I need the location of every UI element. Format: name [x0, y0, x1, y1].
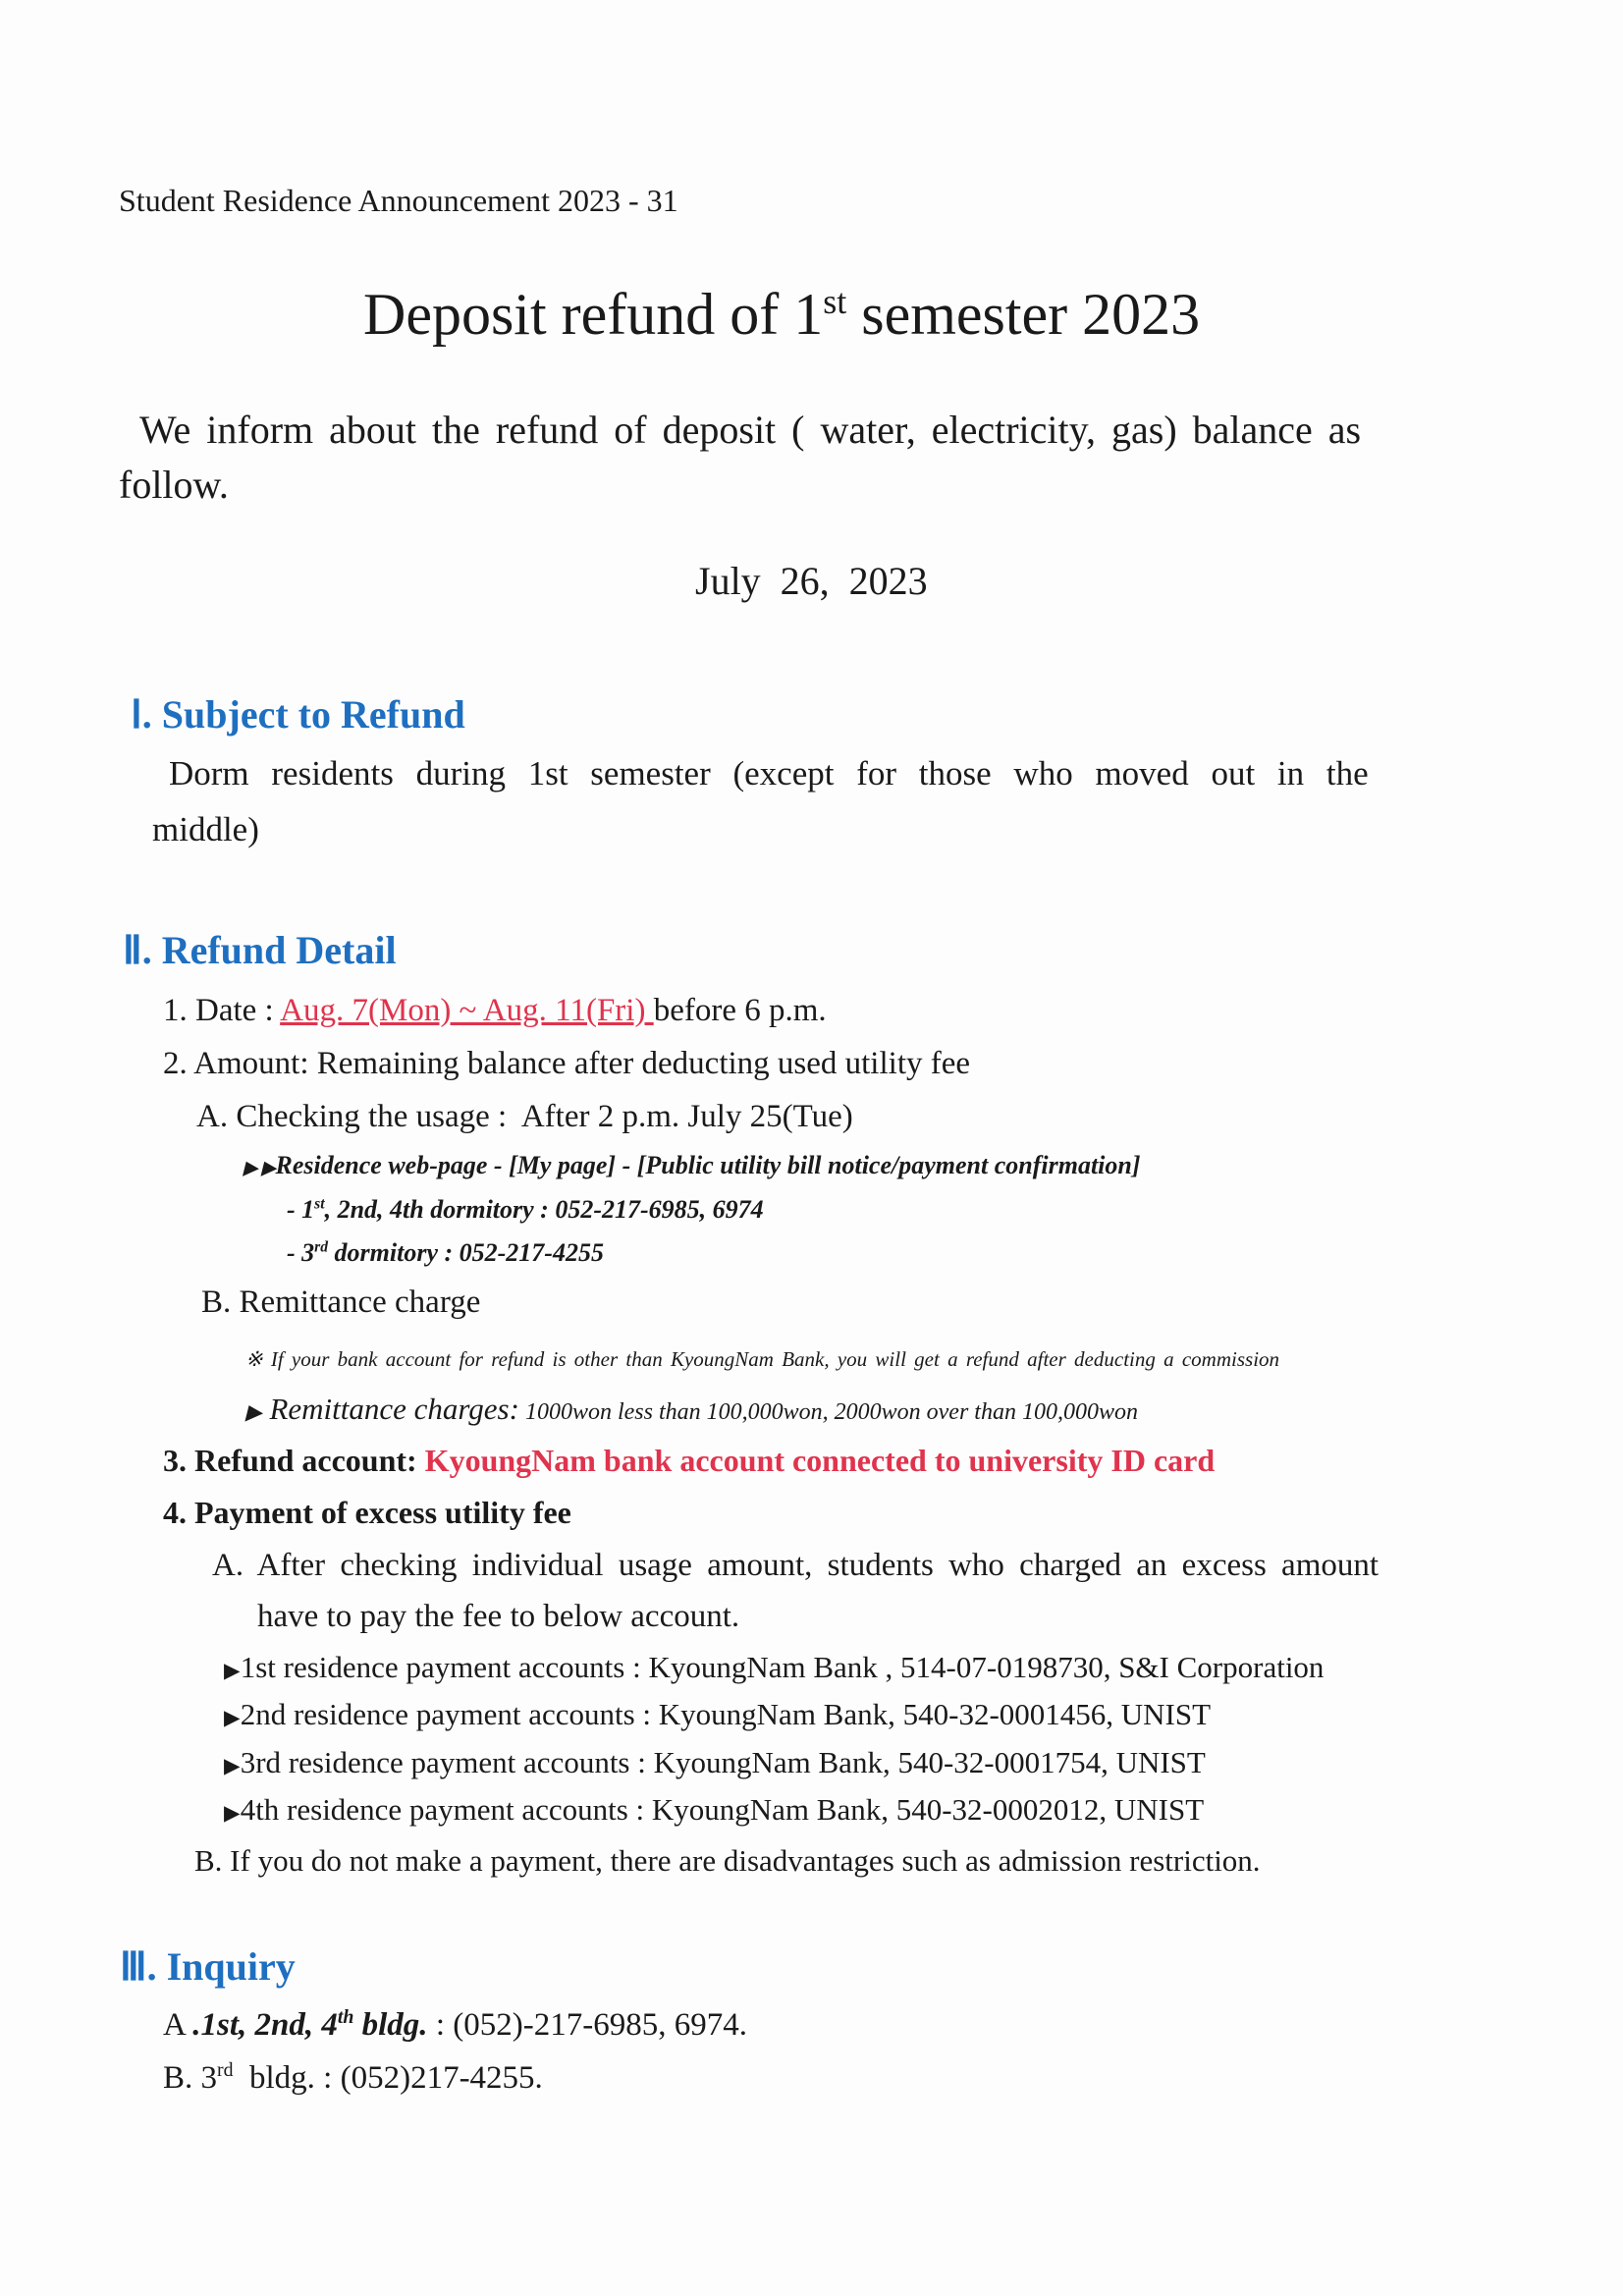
arrow-icon: ▶ [245, 1400, 262, 1424]
dorm-3-post: dormitory : 052-217-4255 [328, 1238, 604, 1267]
commission-note [245, 1349, 1279, 1370]
dorm-124-post: , 2nd, 4th dormitory : 052-217-6985, 6974 [324, 1195, 764, 1224]
section-2-title: Refund Detail [161, 928, 397, 972]
remittance-charges-line [245, 1394, 1138, 1424]
inquiry-b-sup: rd [217, 2059, 234, 2081]
section-3-numeral: Ⅲ. [120, 1944, 157, 1989]
remittance-charges-value: 1000won less than 100,000won, 2000won over than 100,000won [518, 1399, 1138, 1425]
refund-date-range: Aug. 7(Mon) ~ Aug. 11(Fri) [280, 993, 654, 1028]
payment-disadvantage-note: B. If you do not make a payment, there are disadvantages such as admission restriction. [194, 1843, 1261, 1878]
arrow-icon: ▶ [224, 1659, 241, 1682]
refund-date-label: 1. Date : [163, 993, 281, 1028]
section-2-numeral: Ⅱ. [123, 928, 152, 972]
excess-fee-a-line-2: have to pay the fee to below account. [257, 1599, 740, 1634]
dorm-124-pre: - 1 [287, 1195, 315, 1224]
inquiry-a-prefix: A [163, 2007, 193, 2043]
commission-note-text: If your bank account for refund is other than KyoungNam Bank, you will get a refund after deducting a commission [270, 1347, 1280, 1371]
excess-fee-a-line-1: A. After checking individual usage amount, students who charged an excess amount [212, 1548, 1380, 1583]
refund-date-item [163, 995, 827, 1027]
remittance-charges-label: Remittance charges: [269, 1392, 519, 1426]
arrow-icon: ▶ [224, 1801, 241, 1825]
arrow-icon: ▶ [224, 1706, 241, 1729]
inquiry-a-bldg-label: bldg. [353, 2007, 428, 2043]
title-pre: Deposit refund of 1 [363, 282, 824, 347]
announcement-number: Student Residence Announcement 2023 - 31 [119, 183, 678, 218]
inquiry-b-prefix: B. 3 [163, 2060, 218, 2096]
section-1-numeral: Ⅰ. [131, 692, 152, 737]
refund-account-value: KyoungNam bank account connected to university ID card [424, 1443, 1216, 1478]
dormitory-124-phone [287, 1197, 764, 1223]
usage-path-line [243, 1153, 1141, 1178]
inquiry-a [163, 2006, 747, 2043]
amount-item: 2. Amount: Remaining balance after deducting used utility fee [163, 1046, 971, 1081]
section-3-heading [120, 1944, 296, 1989]
dorm-3-sup: rd [314, 1238, 329, 1256]
account-4th-residence [224, 1794, 1204, 1825]
intro-line-2: follow. [119, 463, 229, 507]
excess-fee-item: 4. Payment of excess utility fee [163, 1495, 571, 1530]
inquiry-a-sup: th [337, 2006, 354, 2028]
section-1-body-line-2: middle) [152, 810, 259, 848]
refund-account-item [163, 1445, 1215, 1476]
section-1-title: Subject to Refund [161, 692, 465, 737]
account-text: 3rd residence payment accounts : KyoungNam Bank, 540-32-0001754, UNIST [240, 1745, 1206, 1779]
checking-usage-item: A. Checking the usage : After 2 p.m. July 25(Tue) [196, 1099, 853, 1134]
note-mark-icon: ※ [245, 1347, 263, 1371]
refund-account-label: 3. Refund account: [163, 1443, 425, 1478]
account-text: 2nd residence payment accounts : KyoungNam Bank, 540-32-0001456, UNIST [240, 1697, 1212, 1731]
account-1st-residence [224, 1652, 1324, 1682]
inquiry-a-bldgs: .1st, 2nd, 4 [192, 2007, 338, 2043]
account-text: 1st residence payment accounts : KyoungNam Bank , 514-07-0198730, S&I Corporation [240, 1650, 1325, 1684]
account-text: 4th residence payment accounts : KyoungNam Bank, 540-32-0002012, UNIST [240, 1792, 1205, 1827]
arrow-icon: ▶ ▶ [243, 1158, 276, 1177]
dorm-124-sup: st [314, 1195, 325, 1213]
page-title [363, 282, 1201, 347]
title-sup: st [823, 282, 847, 321]
section-1-heading [131, 692, 465, 737]
title-post: semester 2023 [846, 282, 1201, 347]
inquiry-a-phone: : (052)-217-6985, 6974. [427, 2007, 747, 2043]
section-2-heading [123, 928, 397, 972]
section-1-body-line-1: Dorm residents during 1st semester (except for those who moved out in the [169, 754, 1369, 793]
arrow-icon: ▶ [224, 1754, 241, 1777]
section-3-title: Inquiry [166, 1944, 296, 1989]
inquiry-b-phone: bldg. : (052)217-4255. [233, 2060, 543, 2096]
dorm-3-pre: - 3 [287, 1238, 315, 1267]
dormitory-3-phone [287, 1240, 604, 1266]
inquiry-b [163, 2059, 543, 2096]
intro-line-1: We inform about the refund of deposit ( water, electricity, gas) balance as [139, 408, 1362, 452]
announcement-date: July 26, 2023 [695, 559, 928, 603]
account-2nd-residence [224, 1699, 1211, 1729]
usage-path: Residence web-page - [My page] - [Public utility bill notice/payment confirmation] [275, 1151, 1141, 1179]
refund-date-deadline: before 6 p.m. [653, 993, 827, 1028]
account-3rd-residence [224, 1747, 1206, 1777]
remittance-charge-item: B. Remittance charge [201, 1285, 481, 1320]
